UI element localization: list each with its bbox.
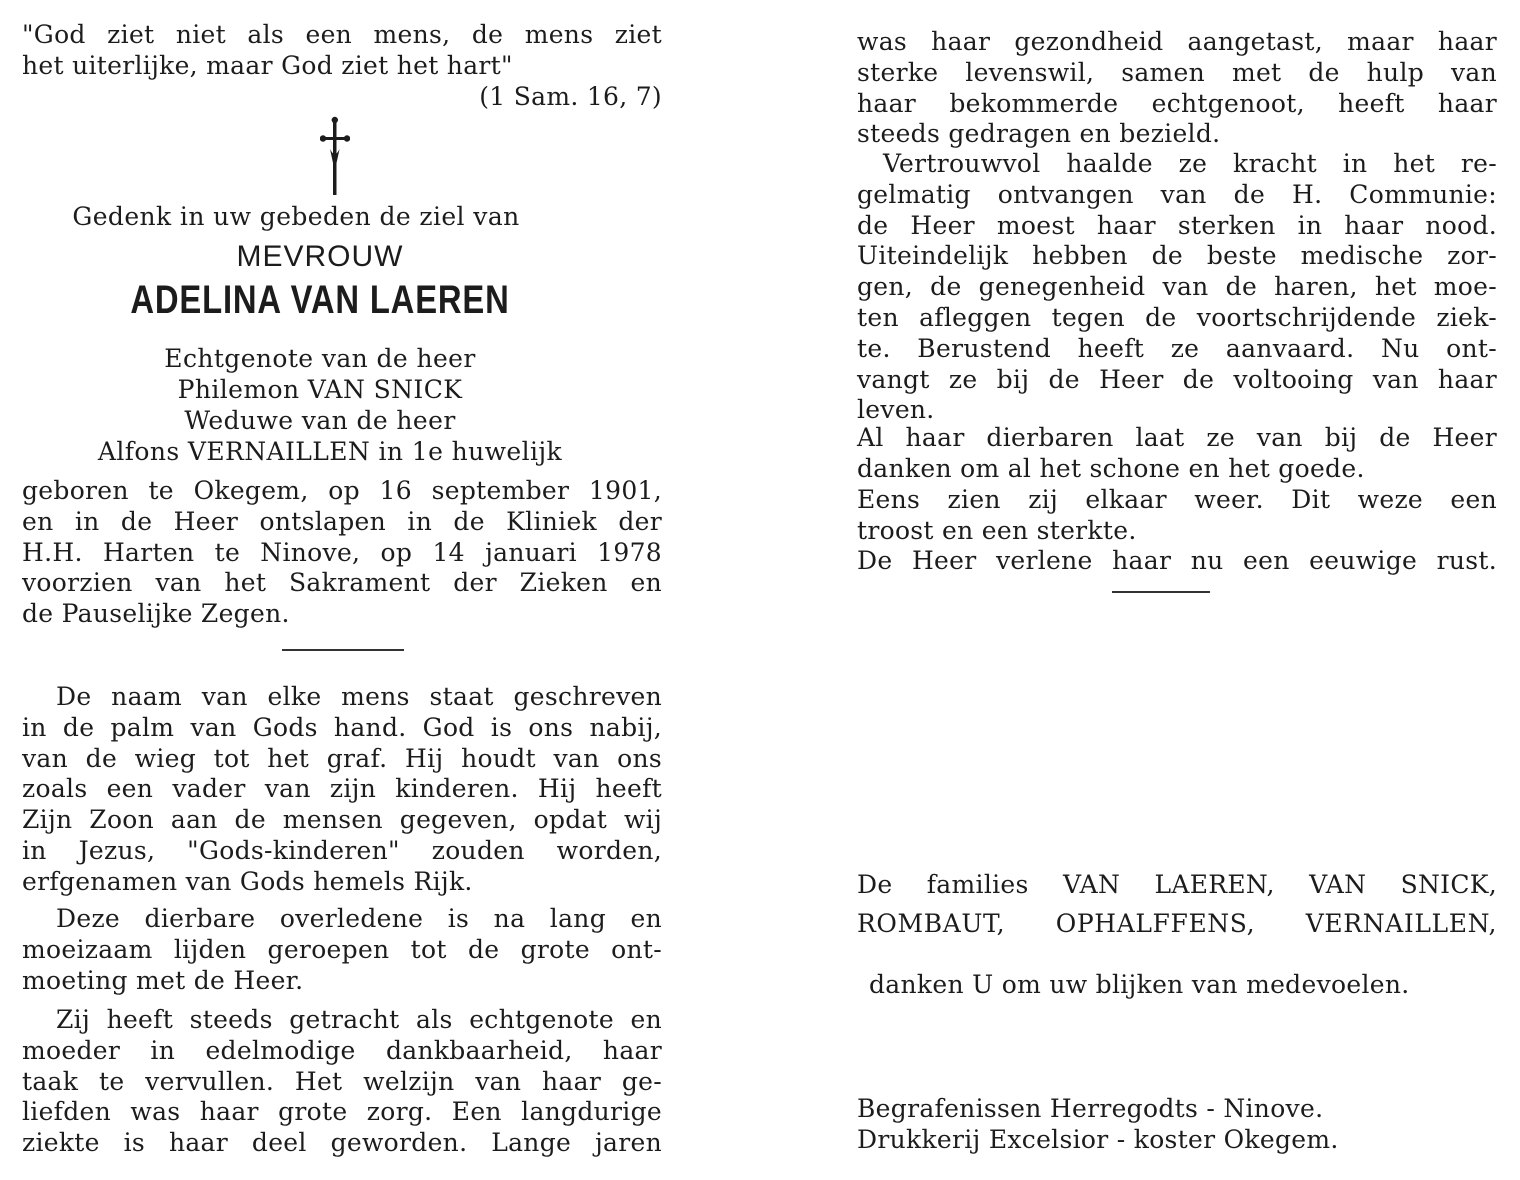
paragraph-2 bbox=[22, 904, 662, 996]
text-line: moeder in edelmodige dankbaarheid, haar bbox=[22, 1035, 662, 1065]
bio-line: H.H. Harten te Ninove, op 14 januari 1978 bbox=[22, 537, 662, 567]
text-line: steeds gedragen en bezield. bbox=[857, 119, 1221, 149]
text-line: Zijn Zoon aan de mensen gegeven, opdat wij bbox=[22, 805, 662, 835]
paragraph-reunion bbox=[857, 485, 1497, 547]
title-mevrouw: MEVROUW bbox=[236, 240, 404, 273]
bio-line: geboren te Okegem, op 16 september 1901, bbox=[22, 476, 662, 505]
bio-line: en in de Heer ontslapen in de Kliniek der bbox=[22, 506, 662, 536]
quote-reference: (1 Sam. 16, 7) bbox=[479, 82, 662, 111]
latin-cross-icon bbox=[320, 115, 350, 197]
text-line: Deze dierbare overledene is na lang en bbox=[56, 904, 662, 933]
text-line: ziekte is haar deel geworden. Lange jaren bbox=[22, 1128, 662, 1158]
text-line: in Jezus, "Gods-kinderen" zouden worden, bbox=[22, 835, 662, 865]
paragraph-loved-ones bbox=[857, 423, 1497, 485]
widow-line-1: Weduwe van de heer bbox=[184, 406, 456, 435]
text-line: liefden was haar grote zorg. Een langdurige bbox=[22, 1097, 662, 1127]
divider bbox=[282, 649, 404, 651]
text-line: gelmatig ontvangen van de H. Communie: bbox=[857, 179, 1497, 209]
spouse-line-2: Philemon VAN SNICK bbox=[177, 375, 463, 404]
text-line: leven. bbox=[857, 395, 935, 425]
divider bbox=[1112, 591, 1210, 593]
quote-line-1: "God ziet niet als een mens, de mens ziet bbox=[22, 20, 662, 49]
paragraph-1 bbox=[22, 682, 662, 898]
text-line: moeting met de Heer. bbox=[22, 965, 304, 995]
paragraph-rest bbox=[857, 546, 1497, 577]
text-line: taak te vervullen. Het welzijn van haar ge- bbox=[22, 1066, 662, 1096]
text-line: zoals een vader van zijn kinderen. Hij heeft bbox=[22, 774, 662, 804]
text-line: erfgenamen van Gods hemels Rijk. bbox=[22, 866, 473, 896]
credit-funeral-home: Begrafenissen Herregodts - Ninove. bbox=[857, 1094, 1324, 1123]
text-line: was haar gezondheid aangetast, maar haar bbox=[857, 27, 1497, 56]
text-line: Vertrouwvol haalde ze kracht in het re- bbox=[883, 149, 1497, 178]
text-line: troost en een sterkte. bbox=[857, 515, 1137, 545]
spouse-line-1: Echtgenote van de heer bbox=[164, 344, 476, 373]
text-line: De naam van elke mens staat geschreven bbox=[56, 682, 662, 711]
text-line: moeizaam lijden geroepen tot de grote ont- bbox=[22, 934, 662, 964]
text-line: van de wieg tot het graf. Hij houdt van ons bbox=[22, 743, 662, 773]
text-line: in de palm van Gods hand. God is ons nabij, bbox=[22, 712, 662, 742]
text-line: gen, de genegenheid van de haren, het moe- bbox=[857, 272, 1497, 302]
bio-line: de Pauselijke Zegen. bbox=[22, 599, 290, 629]
paragraph-continued bbox=[857, 27, 1497, 150]
text-line: Eens zien zij elkaar weer. Dit weze een bbox=[857, 485, 1497, 514]
credit-printer: Drukkerij Excelsior - koster Okegem. bbox=[857, 1125, 1339, 1154]
remembrance-line: Gedenk in uw gebeden de ziel van bbox=[72, 202, 520, 231]
paragraph-trust bbox=[857, 149, 1497, 426]
quote-line-2: het uiterlijke, maar God ziet het hart" bbox=[22, 51, 513, 80]
thanks-line: danken U om uw blijken van medevoelen. bbox=[869, 970, 1410, 999]
families-line-2: ROMBAUT, OPHALFFENS, VERNAILLEN, bbox=[857, 909, 1497, 938]
name-wrapper bbox=[0, 278, 640, 322]
text-line: de Heer moest haar sterken in haar nood. bbox=[857, 210, 1497, 240]
text-line: ten afleggen tegen de voortschrijdende ziek- bbox=[857, 302, 1497, 332]
bio-line: voorzien van het Sakrament der Zieken en bbox=[22, 568, 662, 598]
bio-block bbox=[22, 476, 662, 630]
text-line: Zij heeft steeds getracht als echtgenote en bbox=[56, 1005, 662, 1034]
text-line: danken om al het schone en het goede. bbox=[857, 453, 1365, 483]
text-line: haar bekommerde echtgenoot, heeft haar bbox=[857, 88, 1497, 118]
text-line: vangt ze bij de Heer de voltooing van haar bbox=[857, 364, 1497, 394]
families-line-1: De families VAN LAEREN, VAN SNICK, bbox=[857, 870, 1497, 899]
text-line: te. Berustend heeft ze aanvaard. Nu ont- bbox=[857, 333, 1497, 363]
paragraph-3 bbox=[22, 1005, 662, 1159]
deceased-name: ADELINA VAN LAEREN bbox=[130, 278, 510, 322]
text-line: De Heer verlene haar nu een eeuwige rust. bbox=[857, 546, 1497, 575]
text-line: Uiteindelijk hebben de beste medische zor- bbox=[857, 241, 1497, 271]
widow-line-2: Alfons VERNAILLEN in 1e huwelijk bbox=[97, 437, 563, 466]
text-line: sterke levenswil, samen met de hulp van bbox=[857, 57, 1497, 87]
text-line: Al haar dierbaren laat ze van bij de Heer bbox=[857, 423, 1497, 452]
